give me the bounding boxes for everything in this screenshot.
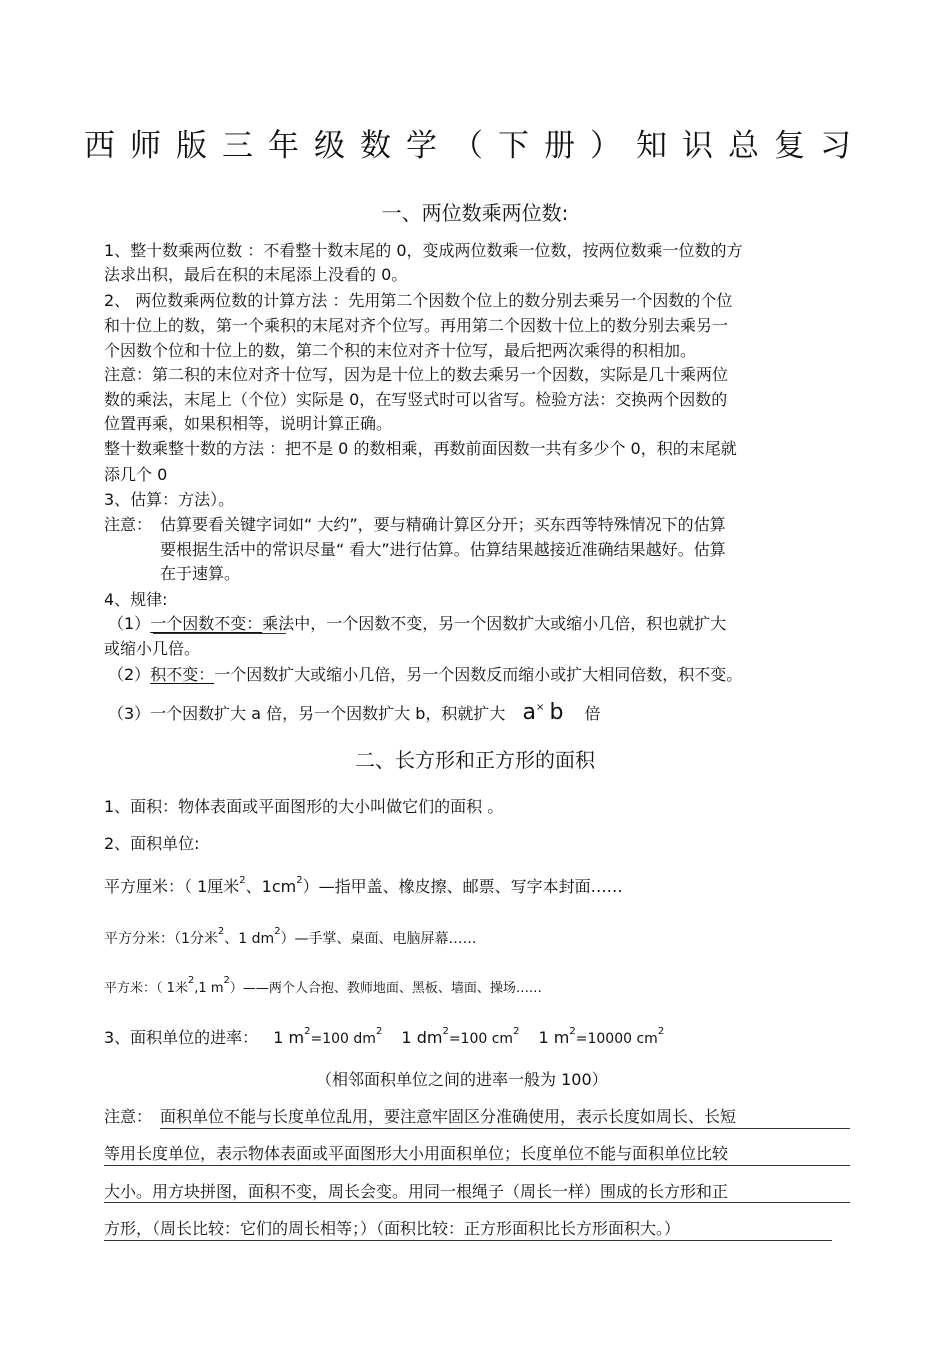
superscript-2: 2: [217, 926, 225, 937]
page-title: 西师版三年级数学（下册）知识总复习: [84, 128, 866, 164]
superscript-2: 2: [513, 1026, 520, 1037]
area-definition: 1、面积：物体表面或平面图形的大小叫做它们的面积 。: [104, 797, 504, 816]
superscript-2: 2: [239, 875, 246, 886]
paragraph-line: 数的乘法，末尾上（个位）实际是 0，在写竖式时可以省写。检验方法：交换两个因数的: [104, 390, 728, 409]
area-note-line: 方形，（周长比较：它们的周长相等；）（面积比较：正方形面积比长方形面积大。）: [104, 1219, 681, 1238]
unit-cm-end: ）—指甲盖、橡皮擦、邮票、写字本封面……: [302, 877, 623, 896]
unit-conversion-rates: [104, 1028, 664, 1049]
unit-square-m: [104, 975, 542, 999]
rule-3-times: ×: [535, 702, 545, 713]
rule-2-text: 一个因数扩大或缩小几倍，另一个因数反而缩小或扩大相同倍数，积不变。: [214, 665, 743, 684]
rule-1-text: 乘法中，一个因数不变，另一个因数扩大或缩小几倍，积也就扩大: [262, 614, 727, 633]
superscript-2: 2: [375, 1026, 383, 1037]
area-units-heading: 2、面积单位:: [104, 834, 200, 853]
rate-cm: =100 cm: [448, 1031, 514, 1047]
area-note-line: 面积单位不能与长度单位乱用，要注意牢固区分准确使用，表示长度如周长、长短: [160, 1107, 737, 1126]
paragraph-line: 和十位上的数，第一个乘积的末尾对齐个位写。再用第二个因数十位上的数分别去乘另一: [104, 316, 729, 335]
underline-note-3: [104, 1202, 850, 1203]
rate-cm-2: =10000 cm: [575, 1031, 658, 1047]
estimate-note-line: 在于速算。: [160, 564, 241, 583]
rule-1-prefix: （1）: [108, 614, 151, 633]
unit-dm-label: 平方分米：（1分米: [104, 931, 218, 947]
estimate-note-label: 注意：: [104, 515, 153, 534]
rule-3-end: 倍: [584, 704, 601, 723]
rate-label: 3、面积单位的进率：: [104, 1028, 259, 1047]
area-note-label: 注意：: [104, 1107, 153, 1126]
area-note-line: 等用长度单位，表示物体表面或平面图形大小用面积单位；长度单位不能与面积单位比较: [104, 1144, 729, 1163]
section-1-heading: 一、两位数乘两位数:: [381, 201, 569, 225]
underline-note-1: [160, 1128, 850, 1129]
underline-rule-1: [153, 633, 286, 634]
section-2-heading: 二、长方形和正方形的面积: [355, 748, 595, 772]
superscript-2: 2: [223, 975, 230, 986]
rule-2: [108, 665, 742, 685]
unit-square-cm: [104, 877, 623, 897]
superscript-2: 2: [296, 875, 303, 886]
rule-1-continued: 或缩小几倍。: [104, 639, 201, 658]
paragraph-line: 个因数个位和十位上的数，第二个积的末位对齐十位写，最后把两次乘得的积相加。: [104, 341, 697, 360]
paragraph-line: 位置再乘，如果积相等，说明计算正确。: [104, 414, 393, 433]
rate-note: （相邻面积单位之间的进率一般为 100）: [316, 1070, 608, 1089]
rule-1: [108, 614, 726, 634]
unit-m-label: 平方米：（ 1米: [104, 981, 188, 996]
paragraph-line: 注意：第二积的末位对齐十位写，因为是十位上的数去乘另一个因数，实际是几十乘两位: [104, 365, 729, 384]
paragraph-line: 2、 两位数乘两位数的计算方法 ：先用第二个因数个位上的数分别去乘另一个因数的个位: [104, 291, 733, 310]
rate-dm-2: 1 dm: [401, 1028, 443, 1047]
underline-note-4: [104, 1240, 832, 1241]
superscript-2: 2: [274, 926, 281, 937]
rule-3: [108, 700, 601, 725]
paragraph-line: 3、估算：方法）。: [104, 490, 235, 509]
unit-dm-end: ）—手掌、桌面、电脑屏幕……: [280, 931, 477, 947]
superscript-2: 2: [657, 1026, 665, 1037]
rule-3-b: b: [549, 700, 564, 725]
rate-dm: =100 dm: [310, 1031, 376, 1047]
paragraph-line: 1、整十数乘两位数 ：不看整十数末尾的 0，变成两位数乘一位数，按两位数乘一位数的方: [104, 241, 743, 260]
underline-note-2: [104, 1165, 850, 1166]
superscript-2: 2: [569, 1026, 576, 1037]
rule-2-key: 积不变：: [150, 665, 215, 684]
unit-m-end: ）——两个人合抱、教师地面、黑板、墙面、操场……: [229, 981, 542, 996]
unit-square-dm: [104, 926, 477, 949]
paragraph-line: 整十数乘整十数的方法 ：把不是 0 的数相乘，再数前面因数一共有多少个 0，积的末尾就: [104, 439, 737, 458]
estimate-note-line: 估算要看关键字词如“ 大约”，要与精确计算区分开；买东西等特殊情况下的估算: [160, 515, 726, 534]
unit-m-mid: ,1 m: [194, 981, 224, 996]
rule-1-key: 一个因数不变：: [150, 614, 263, 633]
rule-3-text: （3）一个因数扩大 a 倍，另一个因数扩大 b，积就扩大: [108, 704, 506, 723]
superscript-2: 2: [187, 975, 195, 986]
area-note-line: 大小。用方块拼图，面积不变，周长会变。用同一根绳子（周长一样）围成的长方形和正: [104, 1182, 729, 1201]
unit-dm-mid: 、1 dm: [224, 931, 275, 947]
rate-m: 1 m: [273, 1028, 305, 1047]
superscript-2: 2: [442, 1026, 449, 1037]
superscript-2: 2: [304, 1026, 311, 1037]
paragraph-line: 添几个 0: [104, 465, 168, 484]
unit-cm-label: 平方厘米：（ 1厘米: [104, 877, 240, 896]
rate-m-2: 1 m: [538, 1028, 570, 1047]
rule-3-a: a: [522, 700, 536, 725]
paragraph-line: 法求出积，最后在积的末尾添上没看的 0。: [104, 265, 408, 284]
rules-heading: 4、规律:: [104, 590, 168, 609]
rule-2-prefix: （2）: [108, 665, 151, 684]
estimate-note-line: 要根据生活中的常识尽量“ 看大”进行估算。估算结果越接近准确结果越好。估算: [160, 540, 726, 559]
unit-cm-mid: 、1cm: [245, 877, 297, 896]
